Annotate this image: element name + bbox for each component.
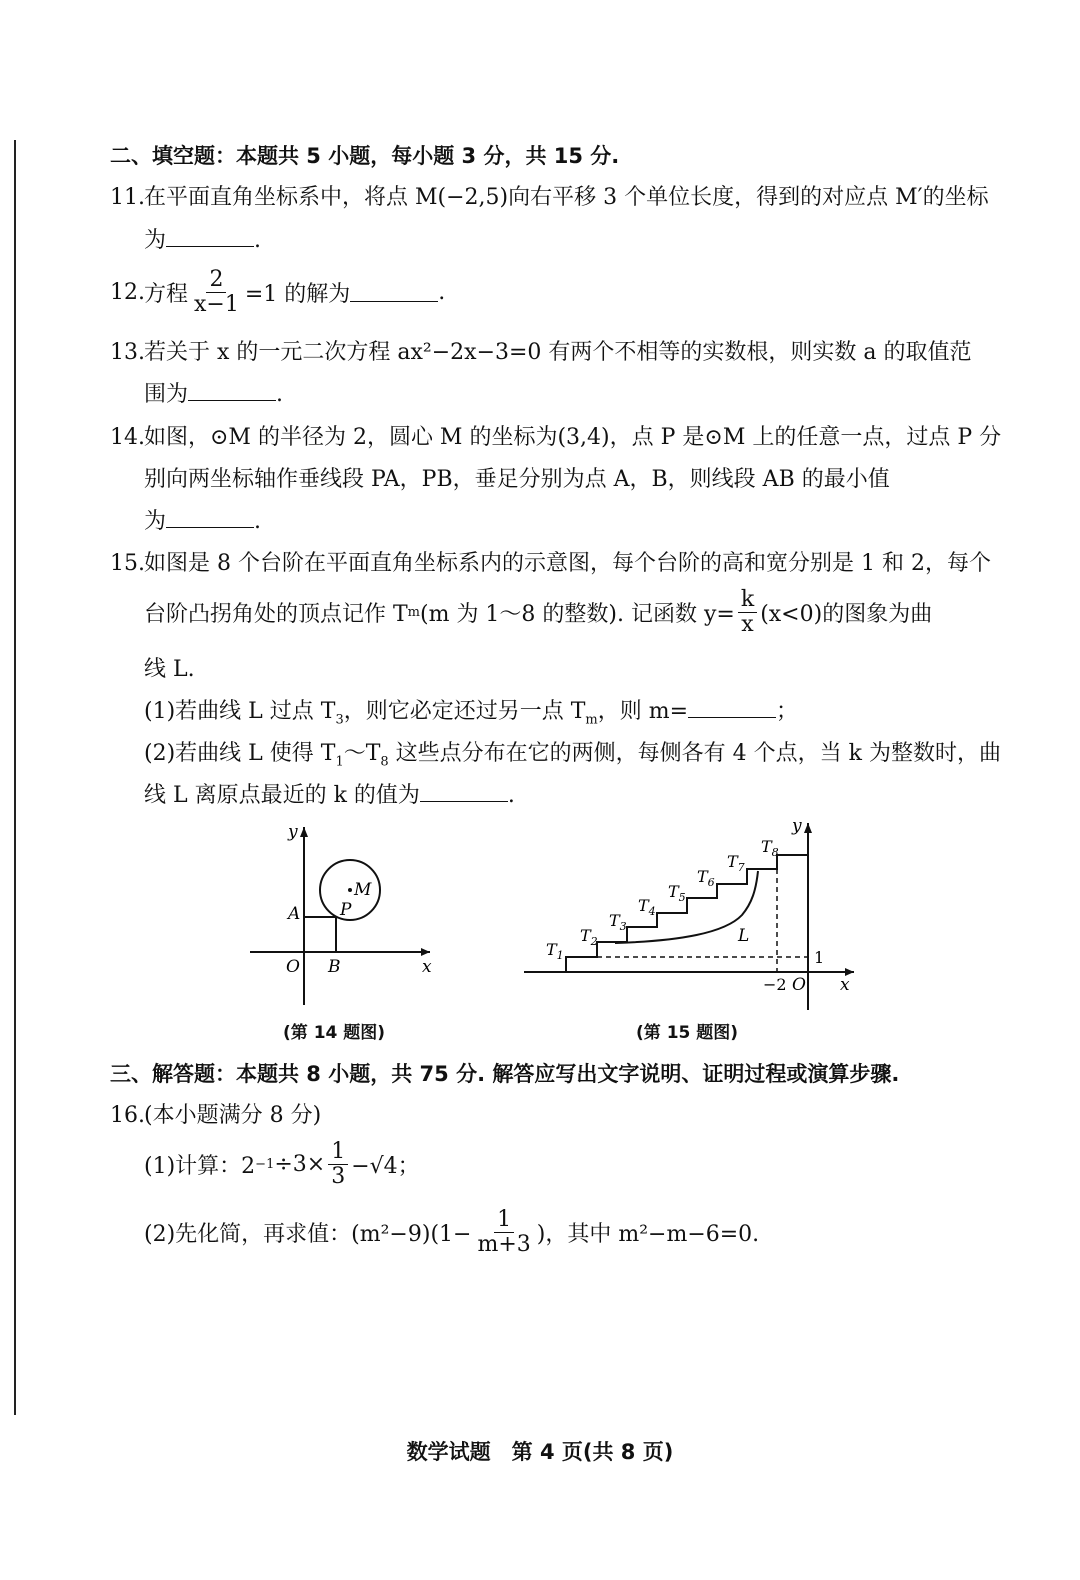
question-16-part1 xyxy=(110,1140,420,1189)
question-text: 为 xyxy=(144,509,167,534)
question-text: =1 的解为 xyxy=(244,282,351,308)
label-t6: $T_6$ xyxy=(697,867,715,889)
question-text: (m 为 1～8 的整数). 记函数 y= xyxy=(420,602,735,628)
section-3-heading: 三、解答题：本题共 8 小题，共 75 分. 解答应写出文字说明、证明过程或演算步骤. xyxy=(110,1062,900,1086)
question-text: 在平面直角坐标系中，将点 M(−2,5)向右平移 3 个单位长度，得到的对应点 M′的坐标 xyxy=(144,185,989,210)
subscript: 1 xyxy=(335,754,344,770)
denominator: x−1 xyxy=(194,292,239,318)
question-11 xyxy=(110,180,989,211)
label-t1: $T_1$ xyxy=(546,940,564,962)
x-axis-arrow-icon xyxy=(421,948,430,956)
section-2-heading: 二、填空题：本题共 5 小题，每小题 3 分，共 15 分. xyxy=(110,144,620,168)
question-text: )，其中 m²−m−6=0. xyxy=(536,1222,760,1248)
question-number: 11. xyxy=(110,185,145,210)
denominator: x xyxy=(741,612,754,638)
figure-14 xyxy=(240,815,440,1015)
label-m: M xyxy=(354,880,372,900)
question-text: 如图，⊙M 的半径为 2，圆心 M 的坐标为(3,4)，点 P 是⊙M 上的任意一点，过点 P 分 xyxy=(144,425,1002,450)
answer-blank[interactable] xyxy=(188,382,276,401)
question-text: . xyxy=(254,228,262,253)
numerator: k xyxy=(738,588,757,613)
question-number: 12. xyxy=(110,280,145,306)
question-text: 若关于 x 的一元二次方程 ax²−2x−3=0 有两个不相等的实数根，则实数 a 的取值范 xyxy=(144,340,972,365)
question-text: −√4； xyxy=(351,1154,420,1180)
label-a: A xyxy=(288,904,301,924)
answer-blank[interactable] xyxy=(166,228,254,247)
question-11-line2 xyxy=(110,223,261,254)
figure-14-caption: (第 14 题图) xyxy=(283,1023,386,1043)
subscript: m xyxy=(407,605,420,621)
question-text: 方程 xyxy=(144,282,189,308)
label-x: x xyxy=(840,975,850,995)
question-15-part2 xyxy=(110,736,1001,769)
label-t3: $T_3$ xyxy=(609,911,627,933)
question-number: 14. xyxy=(110,425,145,450)
question-text: ～T xyxy=(343,741,381,766)
question-15 xyxy=(110,546,991,577)
denominator: m+3 xyxy=(477,1232,531,1258)
question-text: 台阶凸拐角处的顶点记作 T xyxy=(144,602,408,628)
subscript: m xyxy=(585,712,598,728)
question-text: 线 L. xyxy=(144,657,195,682)
question-14-line2 xyxy=(110,462,890,493)
question-text: (本小题满分 8 分) xyxy=(144,1103,322,1128)
label-1: 1 xyxy=(814,948,825,967)
question-number: 16. xyxy=(110,1103,145,1128)
question-text: . xyxy=(276,382,284,407)
answer-blank[interactable] xyxy=(688,699,776,718)
question-text: ，则它必定还过另一点 T xyxy=(343,699,586,724)
question-text: ； xyxy=(776,699,799,724)
question-text: ，则 m= xyxy=(597,699,689,724)
question-text: . xyxy=(438,280,446,306)
question-text: (1)若曲线 L 过点 T xyxy=(144,699,336,724)
question-15-line2 xyxy=(110,588,932,637)
y-axis-arrow-icon xyxy=(804,823,812,833)
question-text: 为 xyxy=(144,228,167,253)
question-number: 15. xyxy=(110,551,145,576)
label-t8: $T_8$ xyxy=(761,837,779,859)
question-text: . xyxy=(507,783,515,808)
question-text: 别向两坐标轴作垂线段 PA，PB，垂足分别为点 A，B，则线段 AB 的最小值 xyxy=(144,467,890,492)
subscript: 3 xyxy=(335,712,344,728)
question-14-line3 xyxy=(110,504,261,535)
question-15-part2-line2 xyxy=(110,778,515,809)
question-number: 13. xyxy=(110,340,145,365)
question-text: . xyxy=(254,509,262,534)
question-15-line3 xyxy=(110,652,195,683)
subscript: 8 xyxy=(380,754,389,770)
label-b: B xyxy=(328,957,341,977)
fraction xyxy=(328,1140,348,1189)
label-t4: $T_4$ xyxy=(638,896,656,918)
label-origin: O xyxy=(792,975,806,995)
numerator: 1 xyxy=(328,1140,348,1165)
question-text: 这些点分布在它的两侧，每侧各有 4 个点，当 k 为整数时，曲 xyxy=(388,741,1001,766)
staircase xyxy=(566,855,808,972)
denominator: 3 xyxy=(331,1164,346,1190)
figure-15 xyxy=(520,815,860,1015)
fraction xyxy=(474,1208,533,1257)
question-text: 如图是 8 个台阶在平面直角坐标系内的示意图，每个台阶的高和宽分别是 1 和 2，每个 xyxy=(144,551,991,576)
superscript: −1 xyxy=(255,1157,275,1173)
binding-margin-line xyxy=(14,140,16,1415)
label-y: y xyxy=(288,822,298,842)
question-14 xyxy=(110,420,1001,451)
question-15-part1 xyxy=(110,694,798,727)
question-13 xyxy=(110,335,972,366)
label-y: y xyxy=(792,816,802,836)
center-point xyxy=(348,888,352,892)
question-text: 线 L 离原点最近的 k 的值为 xyxy=(144,783,420,808)
answer-blank[interactable] xyxy=(420,783,508,802)
label-origin: O xyxy=(286,957,300,977)
fraction xyxy=(738,588,757,637)
question-text: (2)先化简，再求值：(m²−9)(1− xyxy=(144,1222,472,1248)
answer-blank[interactable] xyxy=(166,509,254,528)
question-text: ÷3× xyxy=(274,1152,326,1178)
question-text: (x<0)的图象为曲 xyxy=(760,602,933,628)
figure-15-caption: (第 15 题图) xyxy=(636,1023,739,1043)
label-t5: $T_5$ xyxy=(668,882,686,904)
question-16-part2 xyxy=(110,1208,759,1257)
numerator: 2 xyxy=(206,268,226,293)
answer-blank[interactable] xyxy=(350,283,438,302)
question-text: 围为 xyxy=(144,382,189,407)
page-footer: 数学试题 第 4 页(共 8 页) xyxy=(406,1440,674,1464)
question-13-line2 xyxy=(110,377,283,408)
label-t7: $T_7$ xyxy=(727,852,745,874)
label-t2: $T_2$ xyxy=(580,926,598,948)
label-curve-l: L xyxy=(738,926,750,946)
question-text: (1)计算：2 xyxy=(144,1154,256,1180)
label-p: P xyxy=(340,900,352,920)
label-neg2: −2 xyxy=(763,975,787,994)
y-axis-arrow-icon xyxy=(300,827,308,837)
perpendicular-segments xyxy=(304,917,336,952)
question-16 xyxy=(110,1098,321,1129)
label-x: x xyxy=(422,957,432,977)
question-text: (2)若曲线 L 使得 T xyxy=(144,741,336,766)
question-12 xyxy=(110,268,445,317)
fraction xyxy=(191,268,242,317)
numerator: 1 xyxy=(494,1208,514,1233)
